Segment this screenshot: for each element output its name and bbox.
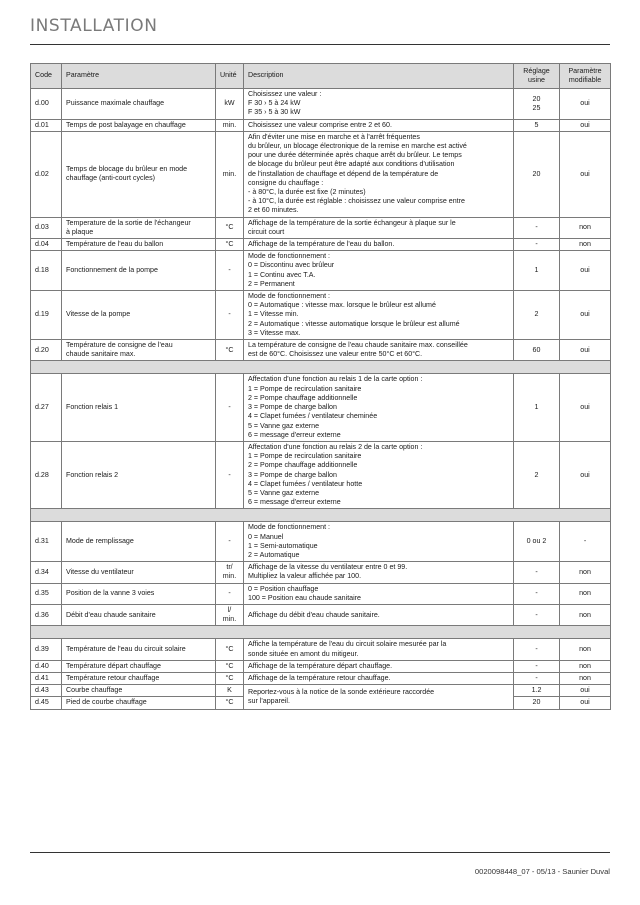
modifiable-cell: oui bbox=[560, 119, 611, 131]
unit-cell-line: °C bbox=[225, 644, 234, 653]
description-cell-line: 1 = Pompe de recirculation sanitaire bbox=[248, 452, 362, 461]
unit-cell-line: - bbox=[228, 537, 231, 546]
description-cell bbox=[244, 604, 514, 625]
factory-setting-cell-line: 20 bbox=[532, 698, 541, 707]
parameter-cell bbox=[62, 672, 216, 684]
code-cell: d.19 bbox=[31, 291, 62, 340]
description-cell-line: 4 = Clapet fumées / ventilateur hotte bbox=[248, 479, 363, 488]
unit-cell bbox=[216, 522, 244, 562]
table-row bbox=[31, 239, 611, 251]
modifiable-cell: oui bbox=[560, 697, 611, 709]
factory-setting-cell-line: 1 bbox=[534, 403, 539, 412]
modifiable-cell: non bbox=[560, 562, 611, 583]
factory-setting-cell-line: 1 bbox=[534, 266, 539, 275]
modifiable-cell: oui bbox=[560, 89, 611, 120]
description-cell-line: Affichage de la température de l'eau du ballon. bbox=[248, 240, 395, 249]
description-cell-line: - à 10°C, la durée est réglable : choisissez une valeur comprise entre bbox=[248, 197, 465, 206]
parameter-cell bbox=[62, 89, 216, 120]
table-row bbox=[31, 660, 611, 672]
factory-setting-cell-line: - bbox=[535, 661, 538, 670]
factory-setting-cell bbox=[514, 672, 560, 684]
code-cell: d.01 bbox=[31, 119, 62, 131]
description-cell-line: Affichage du débit d'eau chaude sanitaire. bbox=[248, 610, 380, 619]
description-cell bbox=[244, 119, 514, 131]
modifiable-cell: - bbox=[560, 522, 611, 562]
description-cell bbox=[244, 522, 514, 562]
description-cell bbox=[244, 217, 514, 238]
description-cell bbox=[244, 672, 514, 684]
factory-setting-cell bbox=[514, 119, 560, 131]
description-cell bbox=[244, 562, 514, 583]
factory-setting-cell-line: - bbox=[535, 240, 538, 249]
description-cell-line: 3 = Vitesse max. bbox=[248, 328, 301, 337]
description-cell bbox=[244, 89, 514, 120]
unit-cell bbox=[216, 340, 244, 361]
unit-cell bbox=[216, 697, 244, 709]
factory-setting-cell bbox=[514, 562, 560, 583]
factory-setting-cell bbox=[514, 583, 560, 604]
separator-cell bbox=[31, 509, 611, 522]
header-modifiable-line: Paramètre bbox=[568, 66, 602, 75]
table-row bbox=[31, 639, 611, 660]
unit-cell-line: - bbox=[228, 310, 231, 319]
description-cell-line: 1 = Pompe de recirculation sanitaire bbox=[248, 384, 362, 393]
description-cell-line: 6 = message d'erreur externe bbox=[248, 498, 341, 507]
parameter-cell-line: Temperature de la sortie de l'échangeur bbox=[66, 218, 191, 227]
section-separator bbox=[31, 626, 611, 639]
parameter-cell-line: Température de l'eau du circuit solaire bbox=[66, 644, 186, 653]
description-cell-line: de blocage du brûleur peut être adapté aux conditions d'utilisation bbox=[248, 160, 455, 169]
unit-cell bbox=[216, 291, 244, 340]
footer-reference: 0020098448_07 - 05/13 - Saunier Duval bbox=[474, 867, 610, 876]
table-row bbox=[31, 672, 611, 684]
modifiable-cell: oui bbox=[560, 291, 611, 340]
factory-setting-cell bbox=[514, 639, 560, 660]
description-cell-line: Reportez-vous à la notice de la sonde extérieure raccordée bbox=[248, 687, 435, 696]
modifiable-cell: oui bbox=[560, 131, 611, 217]
description-cell-line: 0 = Position chauffage bbox=[248, 584, 319, 593]
header-factory-setting bbox=[514, 64, 560, 89]
parameter-cell-line: Fonctionnement de la pompe bbox=[66, 266, 158, 275]
description-cell bbox=[244, 660, 514, 672]
factory-setting-cell bbox=[514, 217, 560, 238]
parameter-cell bbox=[62, 217, 216, 238]
modifiable-cell: oui bbox=[560, 340, 611, 361]
code-cell: d.43 bbox=[31, 685, 62, 697]
unit-cell-line: °C bbox=[225, 698, 234, 707]
parameter-cell-line: Temps de post balayage en chauffage bbox=[66, 120, 186, 129]
description-cell-line: - à 80°C, la durée est fixe (2 minutes) bbox=[248, 188, 366, 197]
description-cell-line: Affectation d'une fonction au relais 2 de la carte option : bbox=[248, 442, 423, 451]
section-separator bbox=[31, 509, 611, 522]
code-cell: d.20 bbox=[31, 340, 62, 361]
description-cell-line: 2 = Pompe chauffage additionnelle bbox=[248, 393, 358, 402]
header-modifiable bbox=[560, 64, 611, 89]
parameter-cell-line: Puissance maximale chauffage bbox=[66, 99, 165, 108]
factory-setting-cell-line: 25 bbox=[532, 103, 541, 112]
parameter-cell-line: Fonction relais 2 bbox=[66, 470, 119, 479]
unit-cell bbox=[216, 217, 244, 238]
modifiable-cell: oui bbox=[560, 374, 611, 441]
factory-setting-cell bbox=[514, 660, 560, 672]
description-cell-line: Mode de fonctionnement : bbox=[248, 252, 331, 261]
factory-setting-cell-line: - bbox=[535, 610, 538, 619]
factory-setting-cell bbox=[514, 685, 560, 697]
parameter-cell bbox=[62, 340, 216, 361]
table-row bbox=[31, 119, 611, 131]
unit-cell-line: min. bbox=[222, 615, 237, 624]
parameter-cell-line: à plaque bbox=[66, 227, 94, 236]
unit-cell-line: °C bbox=[225, 673, 234, 682]
factory-setting-cell bbox=[514, 374, 560, 441]
factory-setting-cell bbox=[514, 239, 560, 251]
table-row bbox=[31, 340, 611, 361]
description-cell-line: 4 = Clapet fumées / ventilateur cheminée bbox=[248, 412, 378, 421]
parameter-cell-line: Courbe chauffage bbox=[66, 686, 123, 695]
description-cell-line: est de 60°C. Choisissez une valeur entre 50°C et 60°C. bbox=[248, 350, 423, 359]
description-cell bbox=[244, 583, 514, 604]
modifiable-cell: oui bbox=[560, 685, 611, 697]
factory-setting-cell-line: - bbox=[535, 223, 538, 232]
description-cell bbox=[244, 251, 514, 291]
parameter-cell-line: Fonction relais 1 bbox=[66, 403, 119, 412]
code-cell: d.02 bbox=[31, 131, 62, 217]
parameter-cell-line: chauffage (anti-court cycles) bbox=[66, 174, 155, 183]
unit-cell bbox=[216, 239, 244, 251]
description-cell-line: sonde située en amont du mitigeur. bbox=[248, 649, 359, 658]
parameter-table bbox=[30, 63, 611, 710]
parameter-cell-line: Pied de courbe chauffage bbox=[66, 698, 147, 707]
parameter-cell bbox=[62, 239, 216, 251]
footer-divider bbox=[30, 852, 610, 853]
table-row bbox=[31, 522, 611, 562]
parameter-cell-line: Vitesse de la pompe bbox=[66, 310, 131, 319]
parameter-cell-line: Température retour chauffage bbox=[66, 673, 160, 682]
description-cell-line: 5 = Vanne gaz externe bbox=[248, 488, 320, 497]
header-description: Description bbox=[244, 64, 514, 89]
factory-setting-cell-line: - bbox=[535, 589, 538, 598]
parameter-cell-line: Température départ chauffage bbox=[66, 661, 161, 670]
description-cell-line: Mode de fonctionnement : bbox=[248, 292, 331, 301]
factory-setting-cell bbox=[514, 251, 560, 291]
table-row bbox=[31, 251, 611, 291]
unit-cell bbox=[216, 131, 244, 217]
modifiable-cell: non bbox=[560, 660, 611, 672]
description-cell-line: consigne du chauffage : bbox=[248, 178, 324, 187]
unit-cell-line: - bbox=[228, 589, 231, 598]
description-cell-line: Afin d'éviter une mise en marche et à l'arrêt fréquentes bbox=[248, 132, 420, 141]
unit-cell bbox=[216, 685, 244, 697]
description-cell bbox=[244, 441, 514, 508]
unit-cell-line: min. bbox=[222, 120, 237, 129]
code-cell: d.31 bbox=[31, 522, 62, 562]
code-cell: d.04 bbox=[31, 239, 62, 251]
description-cell bbox=[244, 239, 514, 251]
unit-cell bbox=[216, 604, 244, 625]
description-cell-line: Affichage de la température retour chauffage. bbox=[248, 673, 391, 682]
factory-setting-cell bbox=[514, 131, 560, 217]
table-row bbox=[31, 291, 611, 340]
unit-cell bbox=[216, 562, 244, 583]
unit-cell-line: l/ bbox=[227, 605, 232, 614]
factory-setting-cell-line: 1.2 bbox=[531, 686, 542, 695]
description-cell-line: Affectation d'une fonction au relais 1 de la carte option : bbox=[248, 375, 423, 384]
description-cell-line: sur l'appareil. bbox=[248, 696, 290, 705]
description-cell-line: 6 = message d'erreur externe bbox=[248, 430, 341, 439]
unit-cell bbox=[216, 672, 244, 684]
factory-setting-cell-line: 2 bbox=[534, 470, 539, 479]
factory-setting-cell bbox=[514, 604, 560, 625]
unit-cell-line: °C bbox=[225, 661, 234, 670]
unit-cell-line: - bbox=[228, 403, 231, 412]
parameter-cell bbox=[62, 697, 216, 709]
code-cell: d.36 bbox=[31, 604, 62, 625]
description-cell-line: 3 = Pompe de charge ballon bbox=[248, 403, 337, 412]
parameter-cell bbox=[62, 522, 216, 562]
code-cell: d.18 bbox=[31, 251, 62, 291]
parameter-cell bbox=[62, 291, 216, 340]
unit-cell-line: tr/ bbox=[226, 563, 233, 572]
description-cell-line: Choisissez une valeur : bbox=[248, 90, 322, 98]
unit-cell bbox=[216, 441, 244, 508]
modifiable-cell: non bbox=[560, 672, 611, 684]
parameter-cell bbox=[62, 583, 216, 604]
description-cell-line: Multipliez la valeur affichée par 100. bbox=[248, 572, 362, 581]
description-cell-line: 5 = Vanne gaz externe bbox=[248, 421, 320, 430]
description-cell-line: 1 = Continu avec T.A. bbox=[248, 270, 316, 279]
description-cell-line: 0 = Automatique : vitesse max. lorsque le brûleur est allumé bbox=[248, 301, 436, 310]
unit-cell-line: min. bbox=[222, 572, 237, 581]
description-cell bbox=[244, 340, 514, 361]
description-cell-line: circuit court bbox=[248, 227, 285, 236]
table-row bbox=[31, 441, 611, 508]
code-cell: d.41 bbox=[31, 672, 62, 684]
description-cell-line: 0 = Manuel bbox=[248, 532, 284, 541]
description-cell-line: 2 = Automatique bbox=[248, 550, 300, 559]
code-cell: d.45 bbox=[31, 697, 62, 709]
modifiable-cell: non bbox=[560, 217, 611, 238]
table-row bbox=[31, 131, 611, 217]
modifiable-cell: oui bbox=[560, 441, 611, 508]
description-cell-line: 2 = Pompe chauffage additionnelle bbox=[248, 461, 358, 470]
parameter-cell bbox=[62, 131, 216, 217]
description-cell-line: Affichage de la température départ chauffage. bbox=[248, 661, 393, 670]
description-cell bbox=[244, 131, 514, 217]
factory-setting-cell bbox=[514, 522, 560, 562]
description-cell-line: 2 = Automatique : vitesse automatique lorsque le brûleur est allumé bbox=[248, 319, 460, 328]
description-cell bbox=[244, 291, 514, 340]
factory-setting-cell bbox=[514, 291, 560, 340]
code-cell: d.03 bbox=[31, 217, 62, 238]
header-parameter: Paramètre bbox=[62, 64, 216, 89]
parameter-cell bbox=[62, 251, 216, 291]
unit-cell bbox=[216, 89, 244, 120]
description-cell-line: du brûleur, un blocage électronique de la remise en marche est activé bbox=[248, 142, 467, 151]
description-cell-line: de l'installation de chauffage et dépend de la température de bbox=[248, 169, 439, 178]
description-cell-line: F 35 › 5 à 30 kW bbox=[248, 108, 301, 117]
factory-setting-cell bbox=[514, 340, 560, 361]
table-row bbox=[31, 583, 611, 604]
description-cell-line: 100 = Position eau chaude sanitaire bbox=[248, 593, 361, 602]
factory-setting-cell-line: - bbox=[535, 673, 538, 682]
factory-setting-cell-line: 20 bbox=[532, 94, 541, 103]
unit-cell-line: °C bbox=[225, 240, 234, 249]
parameter-cell bbox=[62, 374, 216, 441]
description-cell-line: F 30 › 5 à 24 kW bbox=[248, 99, 301, 108]
header-unit: Unité bbox=[216, 64, 244, 89]
factory-setting-cell-line: - bbox=[535, 644, 538, 653]
description-cell-line: Affichage de la température de la sortie échangeur à plaque sur le bbox=[248, 218, 456, 227]
table-row bbox=[31, 89, 611, 120]
header-factory-line: Réglage bbox=[523, 66, 550, 75]
header-modifiable-line: modifiable bbox=[568, 76, 602, 84]
table-row bbox=[31, 685, 611, 697]
parameter-cell-line: Débit d'eau chaude sanitaire bbox=[66, 610, 156, 619]
factory-setting-cell bbox=[514, 697, 560, 709]
unit-cell-line: kW bbox=[224, 99, 235, 108]
code-cell: d.35 bbox=[31, 583, 62, 604]
description-cell-line: pour une durée déterminée après chaque arrêt du brûleur. Le temps bbox=[248, 151, 462, 160]
unit-cell bbox=[216, 251, 244, 291]
factory-setting-cell-line: 2 bbox=[534, 310, 539, 319]
modifiable-cell: non bbox=[560, 604, 611, 625]
parameter-cell bbox=[62, 685, 216, 697]
description-cell-line: 0 = Discontinu avec brûleur bbox=[248, 261, 335, 270]
description-cell bbox=[244, 639, 514, 660]
factory-setting-cell-line: 60 bbox=[532, 345, 541, 354]
parameter-cell-line: Temps de blocage du brûleur en mode bbox=[66, 165, 188, 174]
header-row bbox=[31, 64, 611, 89]
description-cell-line: 3 = Pompe de charge ballon bbox=[248, 470, 337, 479]
unit-cell-line: - bbox=[228, 470, 231, 479]
description-cell-line: 2 et 60 minutes. bbox=[248, 206, 299, 215]
parameter-cell bbox=[62, 562, 216, 583]
table-row bbox=[31, 604, 611, 625]
description-cell-line: Mode de fonctionnement : bbox=[248, 523, 331, 532]
table-header bbox=[31, 64, 611, 89]
header-code: Code bbox=[31, 64, 62, 89]
description-cell-line: 1 = Vitesse min. bbox=[248, 310, 299, 319]
code-cell: d.39 bbox=[31, 639, 62, 660]
parameter-cell-line: Position de la vanne 3 voies bbox=[66, 589, 155, 598]
parameter-cell-line: Température de consigne de l'eau bbox=[66, 341, 173, 350]
page-title: INSTALLATION bbox=[30, 16, 158, 36]
modifiable-cell: oui bbox=[560, 251, 611, 291]
unit-cell-line: - bbox=[228, 266, 231, 275]
separator-cell bbox=[31, 626, 611, 639]
factory-setting-cell bbox=[514, 441, 560, 508]
parameter-cell bbox=[62, 119, 216, 131]
table-body bbox=[31, 89, 611, 710]
modifiable-cell: non bbox=[560, 239, 611, 251]
parameter-cell bbox=[62, 441, 216, 508]
code-cell: d.40 bbox=[31, 660, 62, 672]
parameter-cell bbox=[62, 660, 216, 672]
parameter-cell bbox=[62, 639, 216, 660]
code-cell: d.34 bbox=[31, 562, 62, 583]
parameter-cell-line: chaude sanitaire max. bbox=[66, 350, 136, 359]
unit-cell bbox=[216, 660, 244, 672]
description-cell-line: La température de consigne de l'eau chaude sanitaire max. conseillée bbox=[248, 341, 468, 350]
factory-setting-cell-line: 20 bbox=[532, 169, 541, 178]
description-cell-line: 1 = Semi-automatique bbox=[248, 541, 318, 550]
unit-cell bbox=[216, 583, 244, 604]
description-cell bbox=[244, 374, 514, 441]
factory-setting-cell bbox=[514, 89, 560, 120]
code-cell: d.00 bbox=[31, 89, 62, 120]
factory-setting-cell-line: 0 ou 2 bbox=[526, 537, 547, 546]
description-cell-line: Choisissez une valeur comprise entre 2 et 60. bbox=[248, 120, 392, 129]
header-factory-line: usine bbox=[528, 76, 545, 84]
factory-setting-cell-line: - bbox=[535, 567, 538, 576]
factory-setting-cell-line: 5 bbox=[534, 120, 539, 129]
unit-cell bbox=[216, 374, 244, 441]
unit-cell-line: °C bbox=[225, 345, 234, 354]
modifiable-cell: non bbox=[560, 583, 611, 604]
code-cell: d.28 bbox=[31, 441, 62, 508]
separator-cell bbox=[31, 361, 611, 374]
description-cell-line: Affiche la température de l'eau du circuit solaire mesurée par la bbox=[248, 640, 447, 649]
parameter-cell-line: Température de l'eau du ballon bbox=[66, 240, 164, 249]
table-row bbox=[31, 374, 611, 441]
description-cell-line: 2 = Permanent bbox=[248, 279, 295, 288]
description-cell bbox=[244, 685, 514, 709]
description-cell-line: Affichage de la vitesse du ventilateur entre 0 et 99. bbox=[248, 563, 408, 572]
unit-cell-line: K bbox=[227, 686, 232, 695]
code-cell: d.27 bbox=[31, 374, 62, 441]
section-separator bbox=[31, 361, 611, 374]
table-row bbox=[31, 562, 611, 583]
unit-cell-line: min. bbox=[222, 169, 237, 178]
parameter-cell-line: Mode de remplissage bbox=[66, 537, 134, 546]
title-divider bbox=[30, 44, 610, 45]
parameter-cell bbox=[62, 604, 216, 625]
unit-cell bbox=[216, 639, 244, 660]
table-row bbox=[31, 217, 611, 238]
unit-cell-line: °C bbox=[225, 223, 234, 232]
unit-cell bbox=[216, 119, 244, 131]
modifiable-cell: non bbox=[560, 639, 611, 660]
parameter-cell-line: Vitesse du ventilateur bbox=[66, 567, 134, 576]
